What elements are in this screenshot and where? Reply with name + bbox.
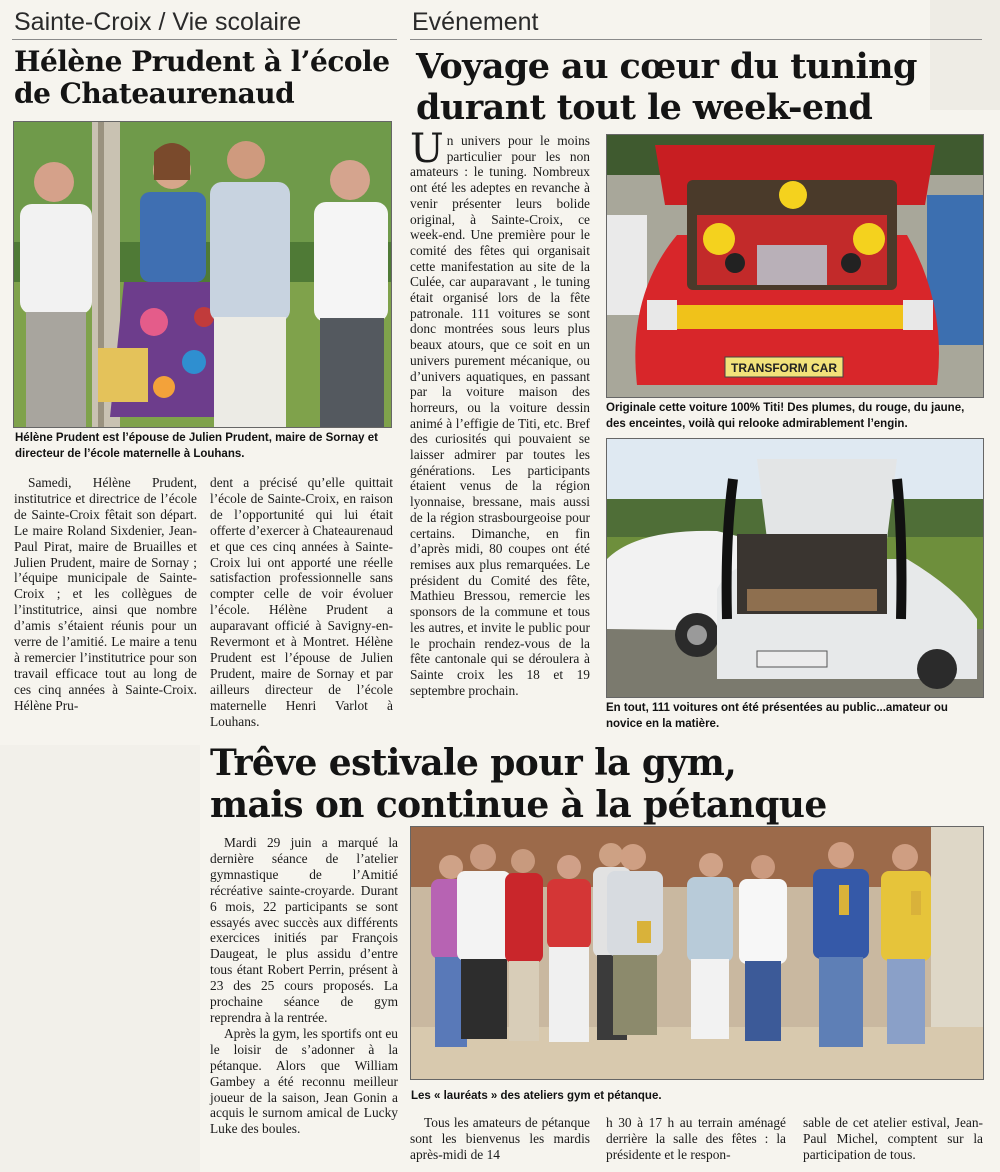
headline-line-1: Hélène Prudent à l’école: [14, 45, 390, 78]
headline-line-1: Voyage au cœur du tuning: [416, 46, 917, 87]
headline-line-2: durant tout le week-end: [416, 87, 873, 128]
body-text-paragraph-2: Après la gym, les sportifs ont eu le loisir de s’adonner à la pétanque. Alors que William Gambey a été reconnu meilleur joueur de la saison, Jean Gonin a acquis le surnom amical de Lucky Luke des boules.: [210, 1025, 398, 1137]
section-rubric-left: Sainte-Croix / Vie scolaire: [14, 8, 302, 36]
body-column-gym-1: [210, 835, 398, 1137]
body-text-continued: dent a précisé qu’elle quittait l’école de Sainte-Croix, en raison de l’opportunité qui lui était offerte d’exercer à Chateaurenaud et que ces cinq années à Sainte-Croix lui ont apporté une réelle satisfaction professionnelle sans compter celle de voir évoluer l’école. Hélène Prudent a auparavant officié à Savigny-en-Revermont et à Montret. Hélène Prudent est l’épouse de Julien Prudent, maire de Sornay et par ailleurs directeur de l’école maternelle Henri Varlot à Louhans.: [210, 475, 393, 729]
body-column-gym-4: [803, 1115, 983, 1163]
headline-line-1: Trêve estivale pour la gym,: [210, 742, 737, 784]
body-text: h 30 à 17 h au terrain aménagé derrière la salle des fêtes : la présidente et le respon-: [606, 1115, 786, 1162]
headline-line-2: mais on continue à la pétanque: [210, 784, 827, 826]
headline-line-2: de Chateaurenaud: [14, 77, 295, 110]
body-text: n univers pour le moins particulier pour les non amateurs : le tuning. Nombreux ont été les adeptes en revanche à venir présenter leurs bolide original, à Sainte-Croix, ce week-end. Une première pour le comité des fêtes qui organisait cette manifestation au site de la Culée, car auparavant , le tuning était organisé lors de la fête patronale. 111 voitures se sont donc montrées sous leurs plus beaux atours, que ce soit en un univers purement mécanique, ou d’univers aquatiques, en passant par la voiture maison des horreurs, ou la voiture dessin animé à l’effigie de Titi, etc. Bref des curiosités qui pouvaient se laisser admirer par toutes les générations. Les participants étaient venus de la région lyonnaise, bressane, mais aussi de la région strasbourgeoise pour certains. Dimanche, en fin d’après midi, 80 coupes ont été remises aux plus remarquées. Le président du Comité des fête, Mathieu Bressou, remercie les sponsors de la commune et tous les autres, et invite le public pour le prochain rendez-vous de la fête cantonale qui se déroulera à Sainte croix les 18 et 19 septembre prochain.: [410, 133, 590, 698]
body-column-1-left: [14, 475, 197, 714]
headline-helene-prudent: [14, 46, 399, 110]
white-car-illustration: [607, 439, 983, 697]
photo-caption-gym: Les « lauréats » des ateliers gym et pétanque.: [411, 1090, 662, 1102]
section-rubric-right: Evénement: [412, 8, 539, 36]
rubric-rule-left: [12, 39, 397, 40]
body-text: Samedi, Hélène Prudent, institutrice et directrice de l’école de Sainte-Croix fêtait son départ. Le maire Roland Sixdenier, Jean-Paul Pirat, maire de Bruailles et Julien Prudent, maire de Sornay ; l’équipe municipale de Sainte-Croix ; et les collègues de l’institutrice, ainsi que nombre d’amis s’étaient réunis pour un verre de l’amitié. Le maire a tenu à remercier l’institutrice pour son travail efficace tout au long de ces cinq années à Sainte-Croix. Hélène Pru-: [14, 475, 197, 713]
headline-gym-petanque: [210, 742, 990, 826]
photo-caption-white-car: En tout, 111 voitures ont été présentées au public...amateur ou novice en la matière.: [606, 702, 948, 730]
dropcap-letter: U: [410, 126, 444, 172]
photo-caption-tweety-car: Originale cette voiture 100% Titi! Des plumes, du rouge, du jaune, des enceintes, voilà qui relooke admirablement l’engin.: [606, 402, 965, 430]
body-column-gym-2: [410, 1115, 590, 1163]
blank-margin-area: [0, 745, 200, 1172]
body-column-tuning: [410, 126, 590, 698]
photo-tweety-car: [606, 134, 984, 398]
photo-white-car: [606, 438, 984, 698]
group-photo-school: [13, 121, 392, 428]
school-photo-illustration: [14, 122, 391, 427]
body-text: Mardi 29 juin a marqué la dernière séance de l’atelier gymnastique de l’Amitié récréative sainte-croyarde. Durant 6 mois, 22 participants se sont essayés avec succès aux différents exercices initiés par François Daugeat, le plus assidu d’entre tous étant Robert Perrin, présent à 23 des 25 cours proposés. La prochaine séance de gym reprendra à la rentrée.: [210, 835, 398, 1025]
body-column-2-left: [210, 475, 393, 730]
license-plate-text: TRANSFORM CAR: [731, 361, 837, 375]
photo-caption-school: Hélène Prudent est l’épouse de Julien Prudent, maire de Sornay et directeur de l’école maternelle à Louhans.: [15, 432, 378, 460]
headline-tuning: [416, 46, 986, 128]
group-photo-gym: [410, 826, 984, 1080]
body-text: Tous les amateurs de pétanque sont les bienvenus les mardis après-midi de 14: [410, 1115, 590, 1162]
body-column-gym-3: [606, 1115, 786, 1163]
tweety-car-illustration: [607, 135, 983, 397]
body-text: sable de cet atelier estival, Jean-Paul Michel, comptent sur la participation de tous.: [803, 1115, 983, 1162]
rubric-rule-right: [410, 39, 982, 40]
gym-photo-illustration: [411, 827, 983, 1079]
